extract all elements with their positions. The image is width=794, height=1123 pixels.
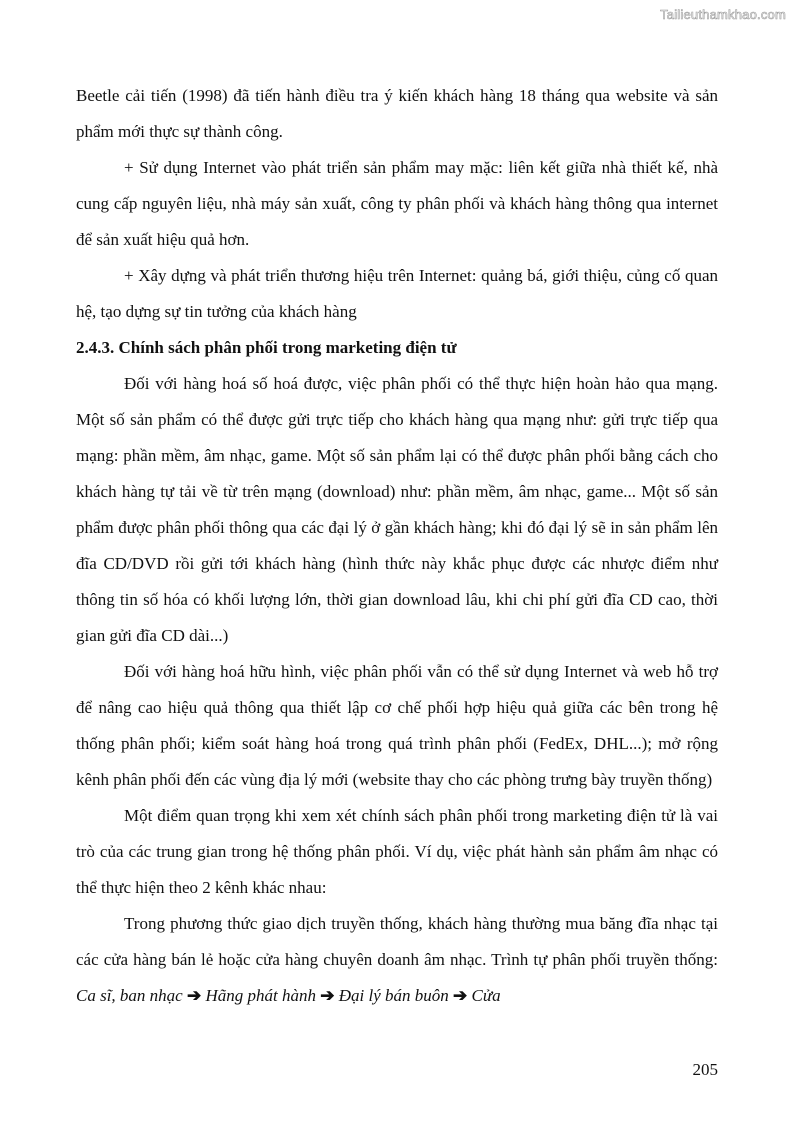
document-body bbox=[76, 78, 718, 1014]
arrow-icon: ➔ bbox=[320, 986, 335, 1005]
watermark: Tailieuthamkhao.com bbox=[660, 7, 786, 22]
paragraph-7-text: Trong phương thức giao dịch truyền thống, khách hàng thường mua băng đĩa nhạc tại các cửa hàng bán lẻ hoặc cửa hàng chuyên doanh âm nhạc. Trình tự phân phối truyền thống: bbox=[76, 914, 718, 969]
paragraph-3: + Xây dựng và phát triển thương hiệu trên Internet: quảng bá, giới thiệu, củng cố quan hệ, tạo dựng sự tin tưởng của khách hàng bbox=[76, 266, 718, 321]
paragraph-2: + Sử dụng Internet vào phát triển sản phẩm may mặc: liên kết giữa nhà thiết kế, nhà cung cấp nguyên liệu, nhà máy sản xuất, công ty phân phối và khách hàng thông qua internet để sản xuất hiệu quả hơn. bbox=[76, 158, 718, 249]
paragraph-1: Beetle cải tiến (1998) đã tiến hành điều tra ý kiến khách hàng 18 tháng qua website và sản phẩm mới thực sự thành công. bbox=[76, 86, 718, 141]
arrow-icon: ➔ bbox=[453, 986, 468, 1005]
chain-item-1: Ca sĩ, ban nhạc bbox=[76, 986, 183, 1005]
chain-item-4: Cửa bbox=[471, 986, 501, 1005]
page-number: 205 bbox=[692, 1060, 718, 1079]
chain-item-2: Hãng phát hành bbox=[205, 986, 316, 1005]
paragraph-5: Đối với hàng hoá hữu hình, việc phân phối vẫn có thể sử dụng Internet và web hỗ trợ để nâng cao hiệu quả thông qua thiết lập cơ chế phối hợp hiệu quả giữa các bên trong hệ thống phân phối; kiểm soát hàng hoá trong quá trình phân phối (FedEx, DHL...); mở rộng kênh phân phối đến các vùng địa lý mới (website thay cho các phòng trưng bày truyền thống) bbox=[76, 662, 718, 789]
paragraph-4: Đối với hàng hoá số hoá được, việc phân phối có thể thực hiện hoàn hảo qua mạng. Một số sản phẩm có thể được gửi trực tiếp cho khách hàng qua mạng như: gửi trực tiếp qua mạng: phần mềm, âm nhạc, game. Một số sản phẩm lại có thể được phân phối bằng cách cho khách hàng tự tải về từ trên mạng (download) như: phần mềm, âm nhạc, game... Một số sản phẩm được phân phối thông qua các đại lý ở gần khách hàng; khi đó đại lý sẽ in sản phẩm lên đĩa CD/DVD rồi gửi tới khách hàng (hình thức này khắc phục được các nhược điểm như thông tin số hóa có khối lượng lớn, thời gian download lâu, khi chi phí gửi đĩa CD cao, thời gian gửi đĩa CD dài...) bbox=[76, 374, 718, 645]
section-heading: 2.4.3. Chính sách phân phối trong marketing điện tử bbox=[76, 338, 457, 357]
paragraph-6: Một điểm quan trọng khi xem xét chính sách phân phối trong marketing điện tử là vai trò của các trung gian trong hệ thống phân phối. Ví dụ, việc phát hành sản phẩm âm nhạc có thể thực hiện theo 2 kênh khác nhau: bbox=[76, 806, 718, 897]
arrow-icon: ➔ bbox=[186, 986, 202, 1005]
paragraph-7 bbox=[76, 906, 718, 1014]
chain-item-3: Đại lý bán buôn bbox=[338, 986, 449, 1005]
